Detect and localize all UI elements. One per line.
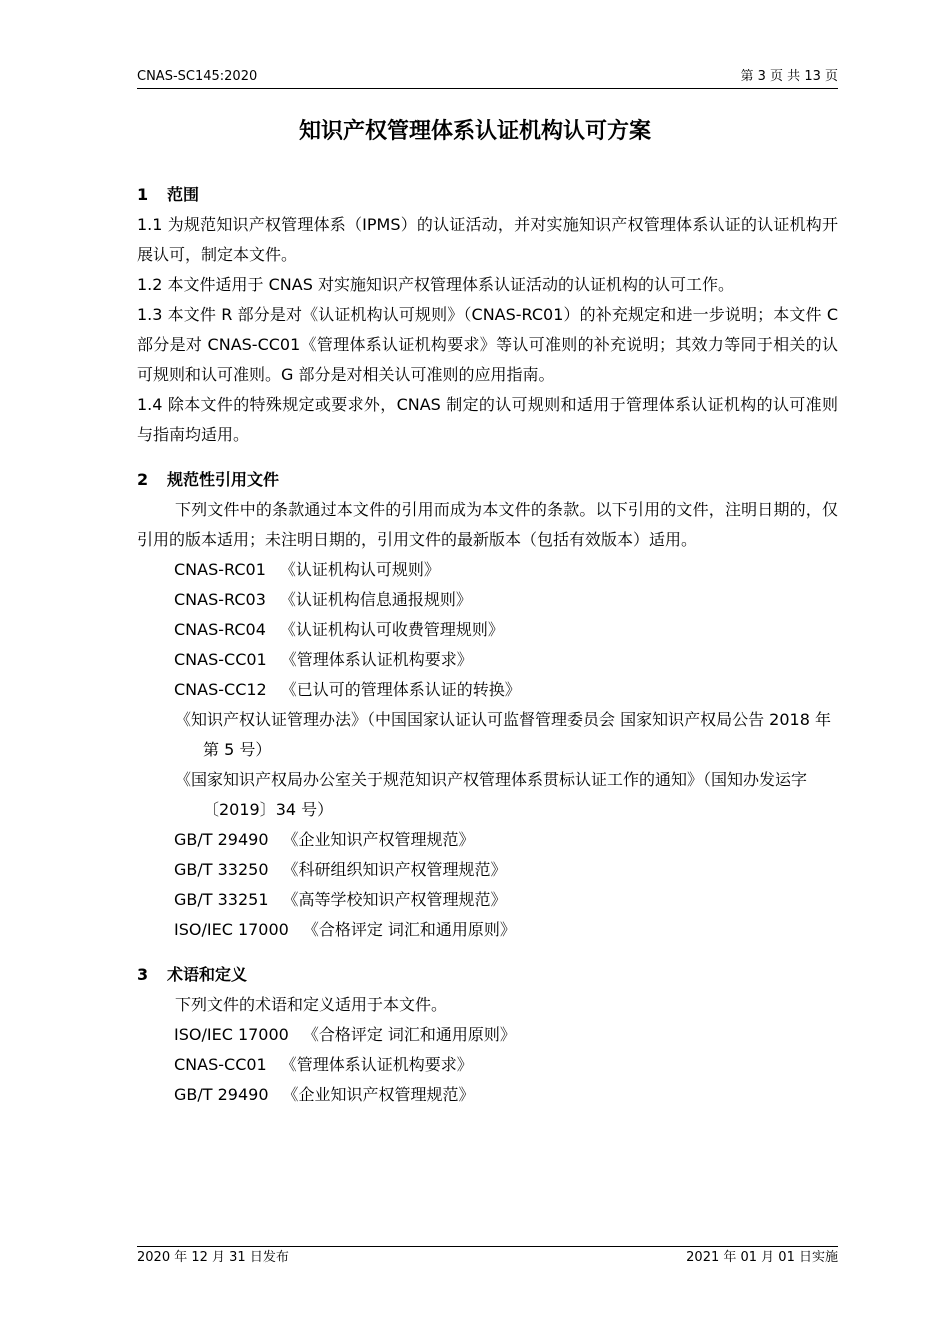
section-1-heading bbox=[137, 180, 838, 210]
reference-item bbox=[137, 1050, 838, 1080]
issue-date: 2020 年 12 月 31 日发布 bbox=[137, 1250, 289, 1265]
clause-1-3: 1.3 本文件 R 部分是对《认证机构认可规则》（CNAS-RC01）的补充规定和进一步说明；本文件 C 部分是对 CNAS-CC01《管理体系认证机构要求》等认可准则的补充说明；其效力等同于相关的认可规则和认可准则。G 部分是对相关认可准则的应用指南。 bbox=[137, 305, 838, 384]
reference-code: CNAS-RC04 bbox=[174, 620, 266, 639]
section-title: 术语和定义 bbox=[167, 965, 248, 984]
reference-code: CNAS-RC03 bbox=[174, 590, 266, 609]
effective-date: 2021 年 01 月 01 日实施 bbox=[686, 1250, 838, 1265]
reference-title: 《企业知识产权管理规范》 bbox=[282, 830, 475, 849]
reference-title: 《合格评定 词汇和通用原则》 bbox=[302, 920, 516, 939]
reference-item bbox=[137, 585, 838, 615]
section-3-intro: 下列文件的术语和定义适用于本文件。 bbox=[175, 995, 448, 1014]
reference-code: ISO/IEC 17000 bbox=[174, 920, 289, 939]
reference-title: 《已认可的管理体系认证的转换》 bbox=[280, 680, 521, 699]
reference-title: 《认证机构认可规则》 bbox=[279, 560, 440, 579]
clause-1-2: 1.2 本文件适用于 CNAS 对实施知识产权管理体系认证活动的认证机构的认可工作。 bbox=[137, 275, 734, 294]
reference-code: GB/T 29490 bbox=[174, 1085, 269, 1104]
clause-1-1: 1.1 为规范知识产权管理体系（IPMS）的认证活动，并对实施知识产权管理体系认证的认证机构开展认可，制定本文件。 bbox=[137, 215, 838, 264]
reference-item bbox=[137, 615, 838, 645]
reference-code: GB/T 29490 bbox=[174, 830, 269, 849]
section-number: 2 bbox=[137, 470, 149, 489]
section-2-intro: 下列文件中的条款通过本文件的引用而成为本文件的条款。以下引用的文件，注明日期的，仅引用的版本适用；未注明日期的，引用文件的最新版本（包括有效版本）适用。 bbox=[137, 500, 838, 549]
reference-code: ISO/IEC 17000 bbox=[174, 1025, 289, 1044]
reference-code: CNAS-CC12 bbox=[174, 680, 267, 699]
reference-item bbox=[137, 855, 838, 885]
reference-item bbox=[137, 1080, 838, 1110]
reference-item bbox=[137, 645, 838, 675]
reference-code: CNAS-CC01 bbox=[174, 650, 267, 669]
reference-item bbox=[137, 1020, 838, 1050]
reference-item bbox=[137, 555, 838, 585]
reference-item-long: 《国家知识产权局办公室关于规范知识产权管理体系贯标认证工作的通知》（国知办发运字〔2019〕34 号） bbox=[175, 770, 808, 819]
reference-title: 《管理体系认证机构要求》 bbox=[280, 1055, 473, 1074]
reference-code: GB/T 33250 bbox=[174, 860, 269, 879]
section-3-heading bbox=[137, 960, 838, 990]
section-title: 范围 bbox=[167, 185, 200, 204]
section-number: 1 bbox=[137, 185, 149, 204]
reference-title: 《高等学校知识产权管理规范》 bbox=[282, 890, 507, 909]
section-number: 3 bbox=[137, 965, 149, 984]
reference-item bbox=[137, 885, 838, 915]
document-body bbox=[137, 180, 838, 1110]
reference-title: 《认证机构信息通报规则》 bbox=[279, 590, 472, 609]
reference-title: 《合格评定 词汇和通用原则》 bbox=[302, 1025, 516, 1044]
reference-title: 《科研组织知识产权管理规范》 bbox=[282, 860, 507, 879]
clause-1-4: 1.4 除本文件的特殊规定或要求外，CNAS 制定的认可规则和适用于管理体系认证机构的认可准则与指南均适用。 bbox=[137, 395, 838, 444]
doc-code: CNAS-SC145:2020 bbox=[137, 69, 258, 84]
section-title: 规范性引用文件 bbox=[167, 470, 280, 489]
reference-title: 《企业知识产权管理规范》 bbox=[282, 1085, 475, 1104]
reference-code: CNAS-RC01 bbox=[174, 560, 266, 579]
reference-item bbox=[137, 675, 838, 705]
section-2-heading bbox=[137, 465, 838, 495]
reference-code: CNAS-CC01 bbox=[174, 1055, 267, 1074]
reference-item bbox=[137, 915, 838, 945]
reference-item bbox=[137, 825, 838, 855]
document-title: 知识产权管理体系认证机构认可方案 bbox=[298, 119, 651, 144]
reference-item-long: 《知识产权认证管理办法》（中国国家认证认可监督管理委员会 国家知识产权局公告 2018 年第 5 号） bbox=[175, 710, 831, 759]
reference-code: GB/T 33251 bbox=[174, 890, 269, 909]
page-header bbox=[137, 68, 838, 89]
page-footer bbox=[137, 1246, 838, 1269]
reference-title: 《管理体系认证机构要求》 bbox=[280, 650, 473, 669]
reference-title: 《认证机构认可收费管理规则》 bbox=[279, 620, 504, 639]
page-number: 第 3 页 共 13 页 bbox=[740, 69, 838, 84]
